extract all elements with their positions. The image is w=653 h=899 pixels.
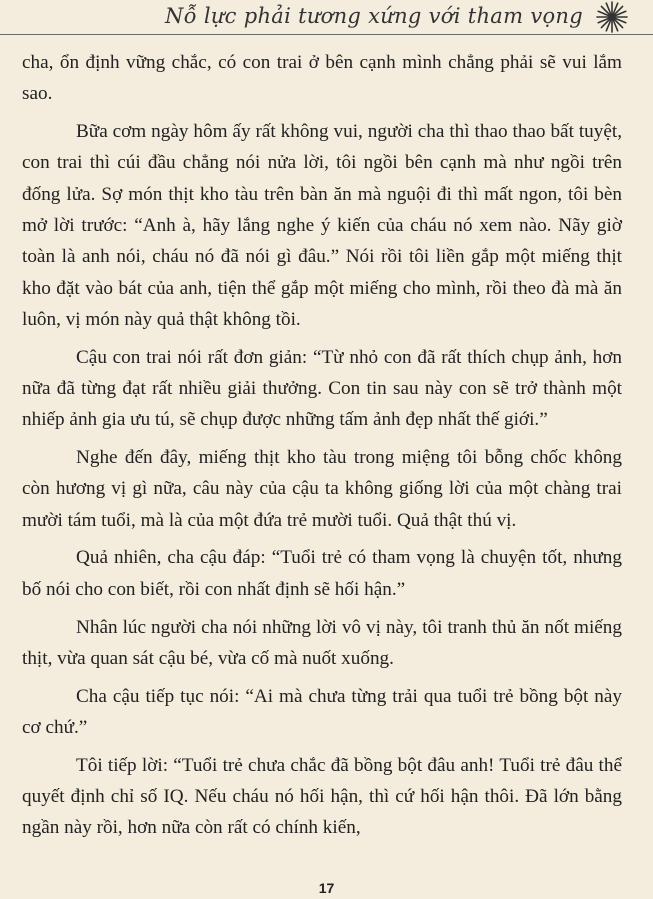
running-header	[0, 0, 653, 35]
paragraph: Cậu con trai nói rất đơn giản: “Từ nhỏ con đã rất thích chụp ảnh, hơn nữa đã từng đạt rất nhiều giải thưởng. Con tin sau này con sẽ trở thành một nhiếp ảnh gia ưu tú, sẽ chụp được những tấm ảnh đẹp nhất thế giới.”	[22, 346, 622, 431]
sunburst-ornament-icon	[595, 0, 629, 34]
paragraph: Tôi tiếp lời: “Tuổi trẻ chưa chắc đã bồng bột đâu anh! Tuổi trẻ đâu thể quyết định chỉ số IQ. Nếu cháu nó hối hận, thì cứ hối hận thôi. Đã lớn bằng ngần này rồi, hơn nữa còn rất có chính kiến,	[22, 754, 622, 839]
paragraph: cha, ổn định vững chắc, có con trai ở bên cạnh mình chẳng phải sẽ vui lắm sao.	[22, 52, 622, 105]
page-number: 17	[318, 880, 335, 896]
running-header-title: Nỗ lực phải tương xứng với tham vọng	[165, 4, 583, 28]
paragraph: Quả nhiên, cha cậu đáp: “Tuổi trẻ có tham vọng là chuyện tốt, nhưng bố nói cho con biết, rồi con nhất định sẽ hối hận.”	[22, 547, 622, 600]
paragraph: Nghe đến đây, miếng thịt kho tàu trong miệng tôi bỗng chốc không còn hương vị gì nữa, câu này của cậu ta không giống lời của một chàng trai mười tám tuổi, mà là của một đứa trẻ mười tuổi. Quả thật thú vị.	[22, 447, 622, 531]
page-body	[22, 47, 622, 850]
paragraph: Nhân lúc người cha nói những lời vô vị này, tôi tranh thủ ăn nốt miếng thịt, vừa quan sát cậu bé, vừa cố mà nuốt xuống.	[22, 616, 622, 669]
paragraph: Bữa cơm ngày hôm ấy rất không vui, người cha thì thao thao bất tuyệt, con trai thì cúi đầu chẳng nói nửa lời, tôi ngồi bên cạnh mà như ngồi trên đống lửa. Sợ món thịt kho tàu trên bàn ăn mà nguội đi thì mất ngon, tôi bèn mở lời trước: “Anh à, hãy lắng nghe ý kiến của cháu nó xem nào. Nãy giờ toàn là anh nói, cháu nó đã nói gì đâu.” Nói rồi tôi liền gắp một miếng thịt kho đặt vào bát của anh, tiện thể gắp một miếng cho mình, rồi theo đà mà ăn luôn, vị món này quả thật không tồi.	[22, 121, 622, 330]
paragraph: Cha cậu tiếp tục nói: “Ai mà chưa từng trải qua tuổi trẻ bồng bột này cơ chứ.”	[22, 685, 622, 738]
